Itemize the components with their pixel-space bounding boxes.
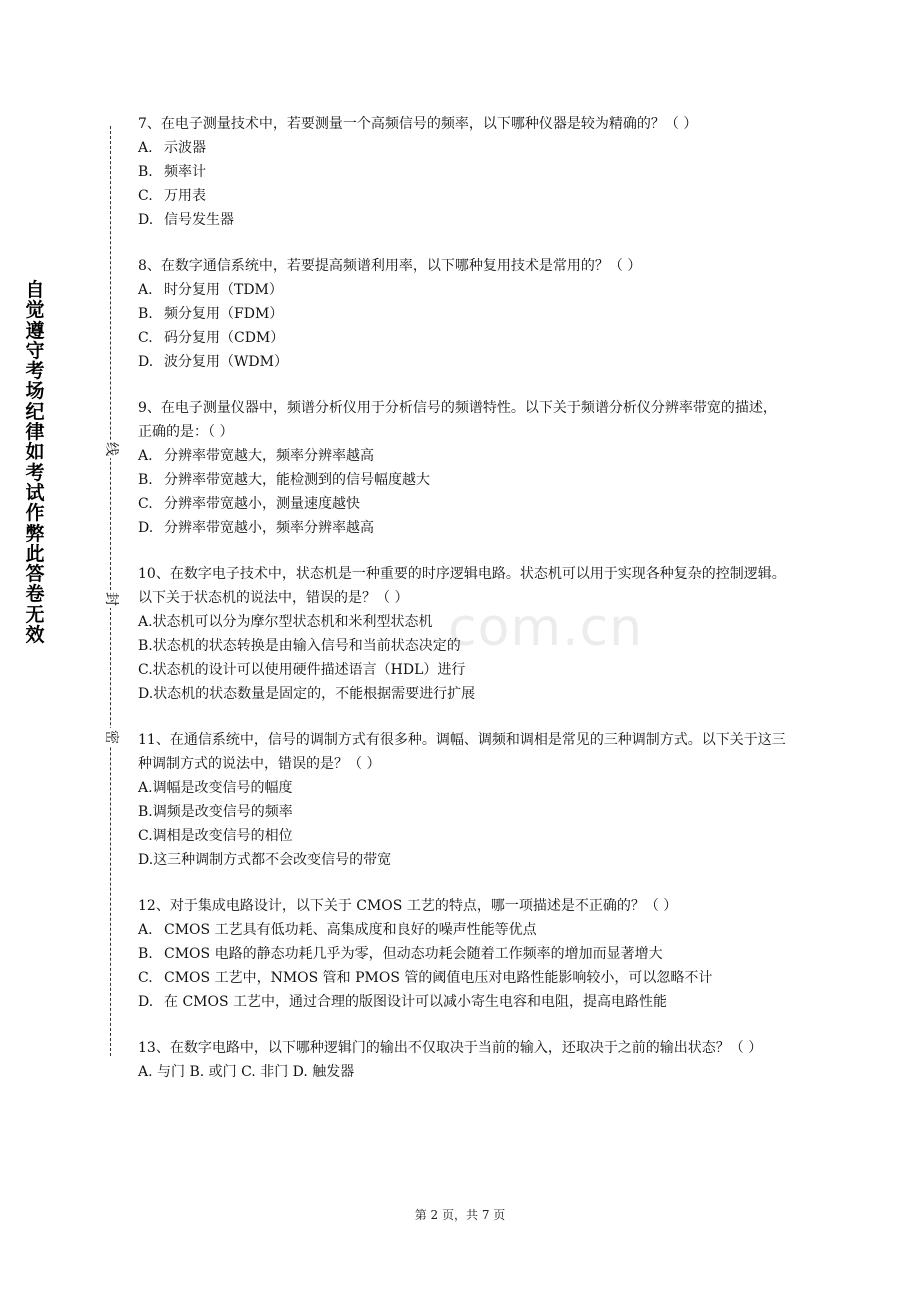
option-text: 分辨率带宽越大，频率分辨率越高 [164, 448, 374, 464]
answer-option[interactable] [138, 492, 788, 516]
option-text: 分辨率带宽越小，频率分辨率越高 [164, 520, 374, 536]
answer-option[interactable] [138, 658, 788, 682]
answer-option[interactable] [138, 682, 788, 706]
answer-option[interactable] [138, 444, 788, 468]
notice-char: 律 [25, 421, 45, 444]
option-label: D. [138, 212, 154, 228]
cut-mark-line: 线 [103, 442, 119, 456]
option-label: A. [138, 282, 153, 298]
option-text: 信号发生器 [164, 212, 234, 228]
notice-char: 场 [25, 380, 45, 403]
answer-option[interactable] [138, 942, 788, 966]
option-text: 调频是改变信号的频率 [152, 804, 293, 820]
cut-mark-secret: 密 [103, 730, 119, 744]
cut-mark-seal: 封 [103, 592, 119, 606]
answer-option[interactable] [138, 278, 788, 302]
option-label: C. [138, 330, 153, 346]
question-list [138, 112, 788, 1106]
option-text: CMOS 工艺中，NMOS 管和 PMOS 管的阈值电压对电路性能影响较小，可以忽略不计 [164, 970, 713, 986]
answer-option[interactable] [138, 776, 788, 800]
option-label: A. [138, 448, 153, 464]
notice-char: 考 [25, 461, 45, 484]
question-block [138, 728, 788, 872]
option-text: 分辨率带宽越小，测量速度越快 [164, 496, 360, 512]
option-label: D. [138, 852, 154, 868]
option-text: 这三种调制方式都不会改变信号的带宽 [153, 852, 392, 868]
option-label: C. [138, 828, 153, 844]
question-stem: 11、在通信系统中，信号的调制方式有很多种。调幅、调频和调相是常见的三种调制方式。以下关于这三种调制方式的说法中，错误的是？（ ） [138, 732, 786, 772]
question-stem: 12、对于集成电路设计，以下关于 CMOS 工艺的特点，哪一项描述是不正确的？（ ） [138, 898, 678, 914]
option-label: B. [138, 164, 153, 180]
question-block [138, 1036, 788, 1084]
question-stem: 8、在数字通信系统中，若要提高频谱利用率，以下哪种复用技术是常用的？（ ） [138, 258, 642, 274]
option-text: 时分复用（TDM） [164, 282, 283, 298]
notice-char: 纪 [25, 400, 45, 423]
answer-option[interactable] [138, 918, 788, 942]
answer-option[interactable] [138, 468, 788, 492]
answer-option[interactable] [138, 516, 788, 540]
notice-char: 作 [25, 502, 45, 525]
notice-char: 效 [25, 624, 45, 647]
question-stem: 7、在电子测量技术中，若要测量一个高频信号的频率，以下哪种仪器是较为精确的？（ ） [138, 116, 698, 132]
inline-options[interactable]: A. 与门 B. 或门 C. 非门 D. 触发器 [138, 1064, 355, 1080]
option-text: CMOS 工艺具有低功耗、高集成度和良好的噪声性能等优点 [164, 922, 537, 938]
notice-char: 卷 [25, 583, 45, 606]
option-text: 状态机的状态转换是由输入信号和当前状态决定的 [152, 638, 461, 654]
option-text: 示波器 [164, 140, 206, 156]
option-text: 状态机的状态数量是固定的，不能根据需要进行扩展 [153, 686, 476, 702]
option-label: C. [138, 188, 153, 204]
question-block [138, 894, 788, 1014]
option-label: B. [138, 946, 153, 962]
notice-char: 无 [25, 603, 45, 626]
answer-option[interactable] [138, 350, 788, 374]
answer-option[interactable] [138, 184, 788, 208]
option-label: D. [138, 520, 154, 536]
answer-option[interactable] [138, 990, 788, 1014]
option-text: 码分复用（CDM） [164, 330, 285, 346]
option-text: 频率计 [164, 164, 206, 180]
option-text: CMOS 电路的静态功耗几乎为零，但动态功耗会随着工作频率的增加而显著增大 [164, 946, 663, 962]
notice-char: 自 [25, 279, 45, 301]
answer-option[interactable] [138, 824, 788, 848]
option-text: 频分复用（FDM） [164, 306, 284, 322]
notice-char: 弊 [25, 522, 45, 545]
option-label: C. [138, 496, 153, 512]
notice-char: 答 [25, 563, 45, 586]
option-label: C. [138, 970, 153, 986]
option-label: A. [138, 614, 153, 630]
question-stem: 9、在电子测量仪器中，频谱分析仪用于分析信号的频谱特性。以下关于频谱分析仪分辨率带宽的描述，正确的是：（ ） [138, 400, 777, 440]
option-text: 分辨率带宽越大，能检测到的信号幅度越大 [164, 472, 430, 488]
option-label: A. [138, 922, 153, 938]
answer-option[interactable] [138, 326, 788, 350]
option-label: C. [138, 662, 153, 678]
option-text: 调幅是改变信号的幅度 [152, 780, 293, 796]
option-text: 状态机的设计可以使用硬件描述语言（HDL）进行 [152, 662, 466, 678]
option-label: D. [138, 354, 154, 370]
answer-option[interactable] [138, 208, 788, 232]
option-text: 波分复用（WDM） [164, 354, 288, 370]
option-label: A. [138, 140, 153, 156]
option-label: B. [138, 804, 153, 820]
notice-char: 守 [25, 339, 45, 362]
answer-option[interactable] [138, 800, 788, 824]
answer-option[interactable] [138, 610, 788, 634]
question-block [138, 562, 788, 706]
option-text: 在 CMOS 工艺中，通过合理的版图设计可以减小寄生电容和电阻，提高电路性能 [164, 994, 668, 1010]
option-label: B. [138, 638, 153, 654]
page-footer: 第 2 页，共 7 页 [414, 1208, 506, 1222]
answer-option[interactable] [138, 634, 788, 658]
notice-char: 试 [25, 481, 45, 504]
notice-char: 此 [25, 542, 45, 565]
option-text: 调相是改变信号的相位 [152, 828, 293, 844]
notice-char: 考 [25, 360, 45, 383]
notice-char: 觉 [25, 299, 45, 322]
option-label: A. [138, 780, 153, 796]
notice-char: 如 [25, 441, 45, 464]
option-text: 万用表 [164, 188, 206, 204]
question-block [138, 112, 788, 232]
question-stem: 10、在数字电子技术中，状态机是一种重要的时序逻辑电路。状态机可以用于实现各种复杂的控制逻辑。以下关于状态机的说法中，错误的是？（ ） [138, 566, 786, 606]
notice-char: 遵 [25, 319, 45, 342]
answer-option[interactable] [138, 966, 788, 990]
question-block [138, 396, 788, 540]
option-label: D. [138, 686, 154, 702]
option-label: D. [138, 994, 154, 1010]
option-label: B. [138, 306, 153, 322]
answer-option[interactable] [138, 848, 788, 872]
answer-option[interactable] [138, 160, 788, 184]
question-stem: 13、在数字电路中，以下哪种逻辑门的输出不仅取决于当前的输入，还取决于之前的输出状态？（ ） [138, 1040, 763, 1056]
answer-option[interactable] [138, 302, 788, 326]
watermark: com.cn [448, 598, 644, 658]
answer-option[interactable] [138, 136, 788, 160]
exam-discipline-notice [22, 280, 48, 645]
option-label: B. [138, 472, 153, 488]
option-text: 状态机可以分为摩尔型状态机和米利型状态机 [152, 614, 433, 630]
question-block [138, 254, 788, 374]
